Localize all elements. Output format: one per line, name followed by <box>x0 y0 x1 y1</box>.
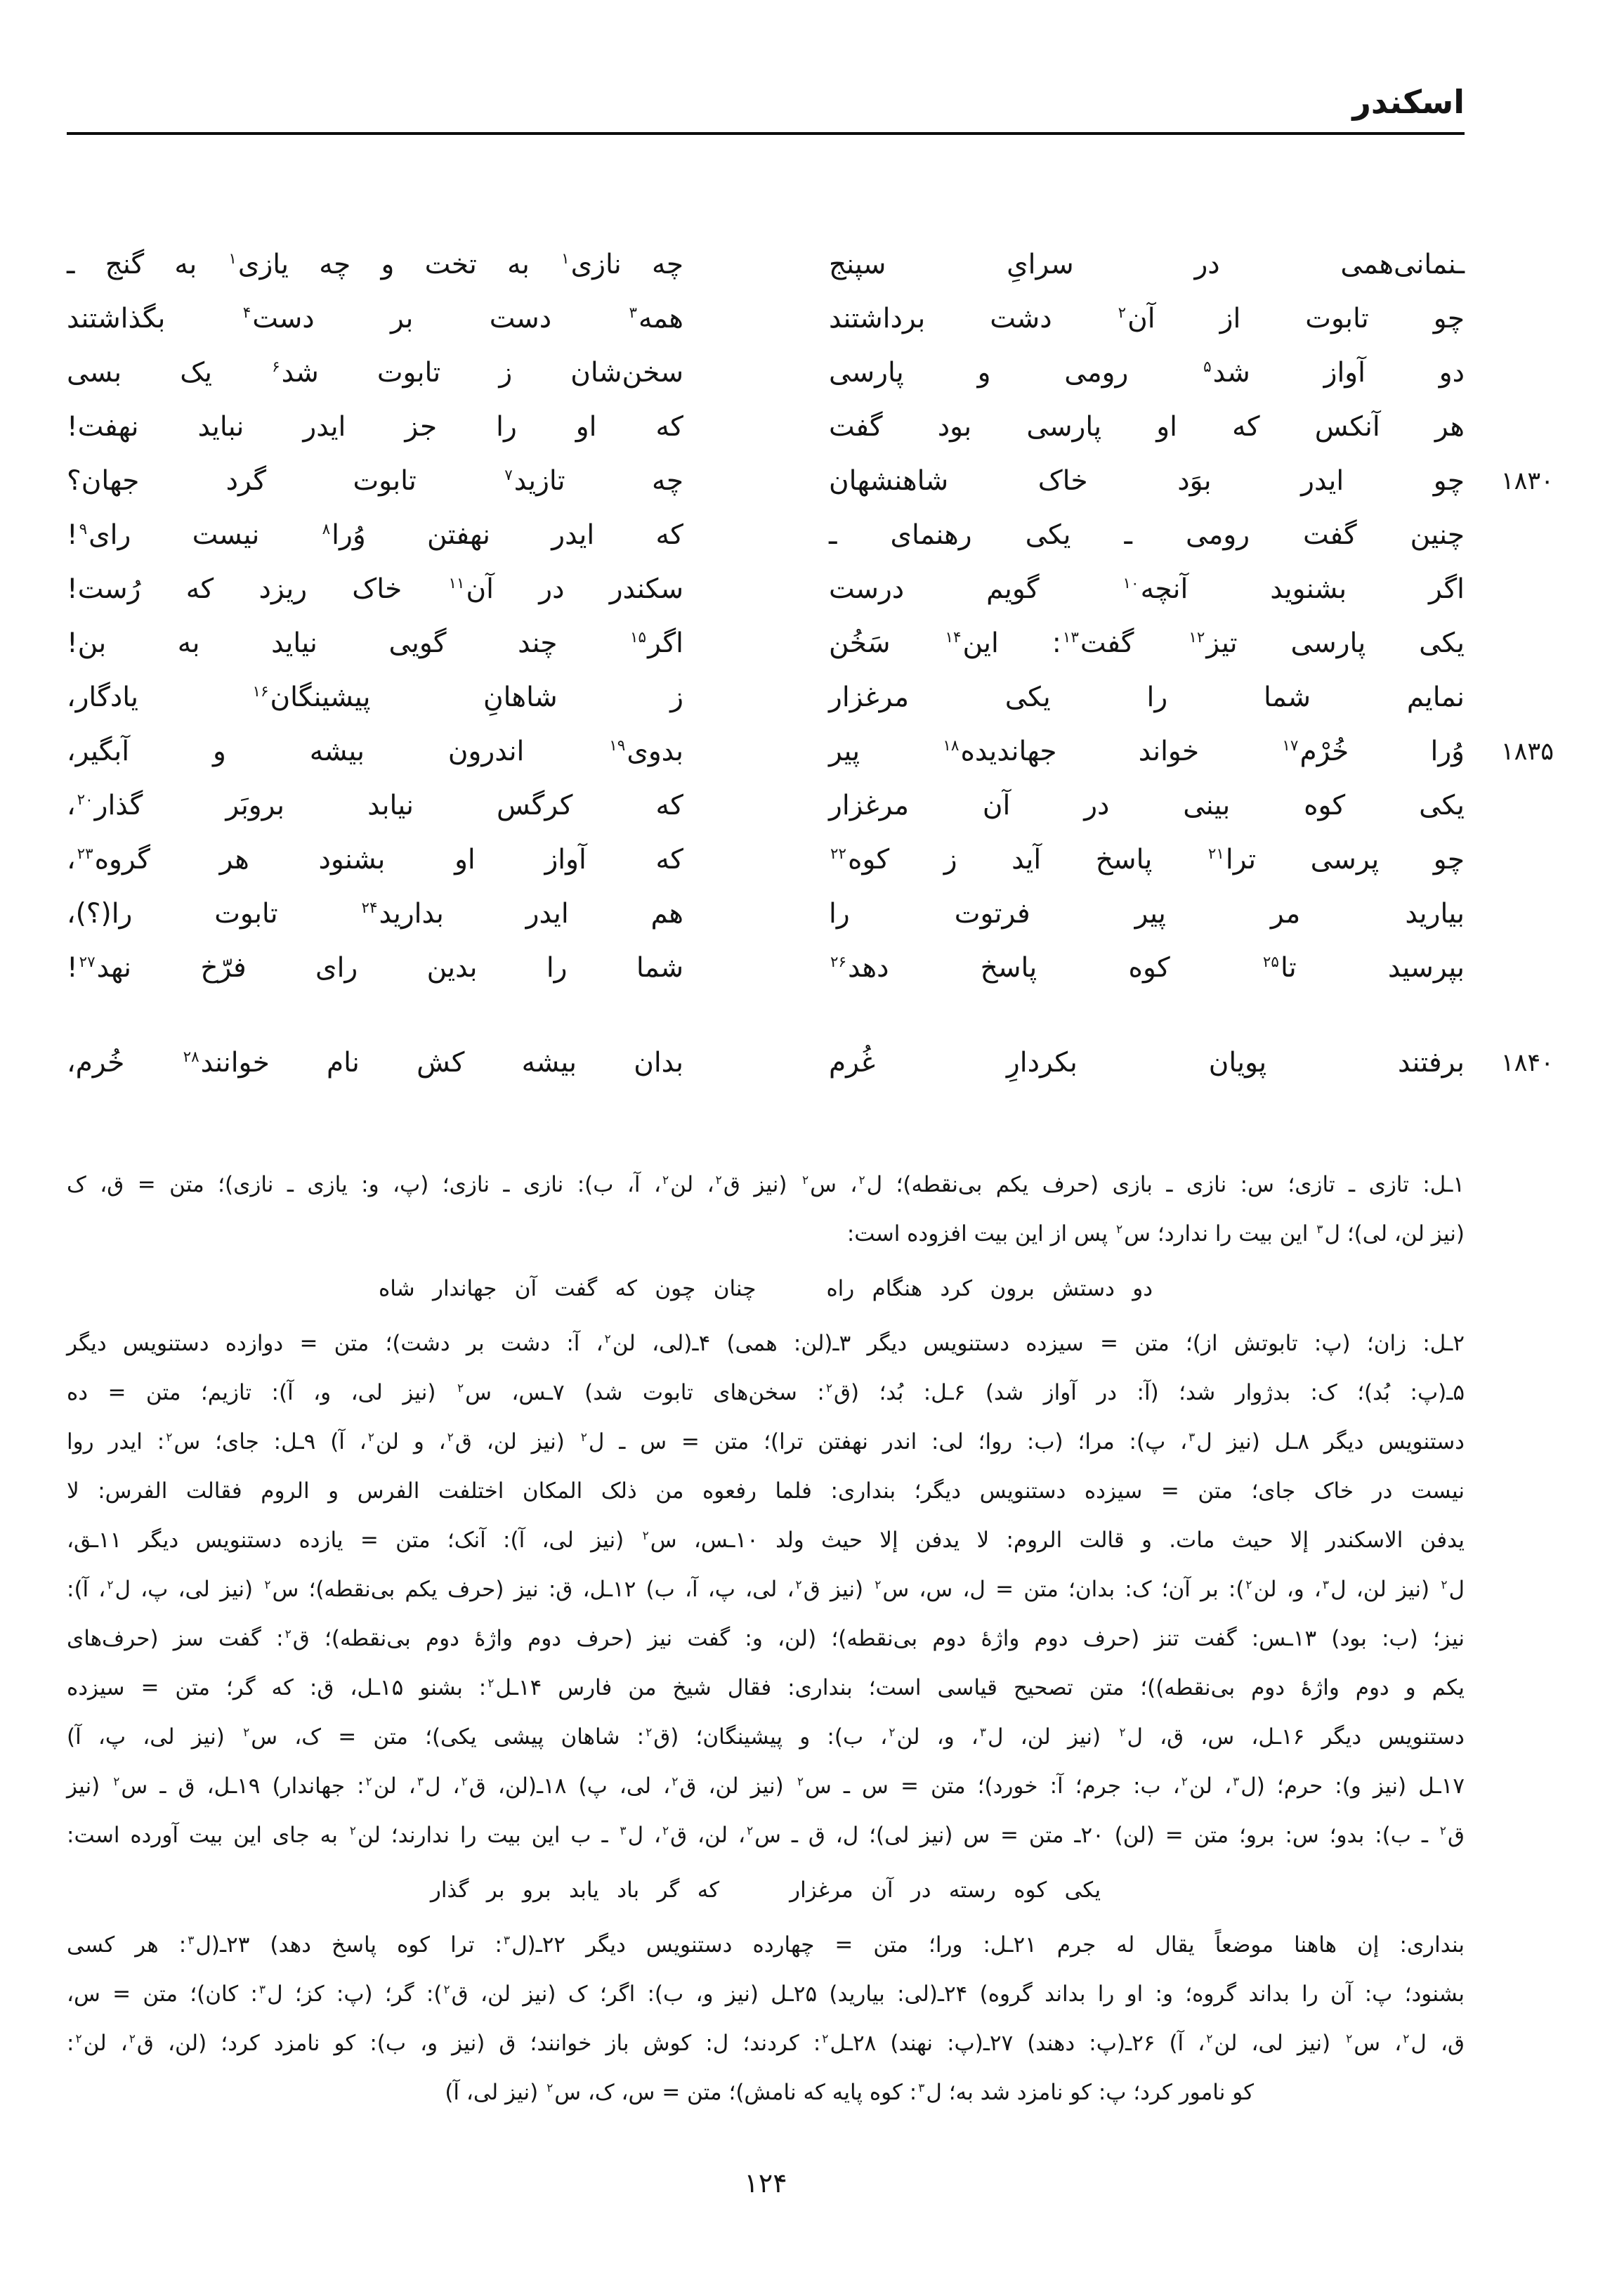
apparatus-line: یدفن الاسکندر إلا حیث مات. و قالت الروم: لا یدفن إلا حیث ولد ۱۰ـس، س$^۲$ (نیز لی، آ): آنک؛ متن = یازده دستنویس دیگر ۱۱ـق، <box>67 1528 1465 1553</box>
footnote-ref: ۲ <box>546 2081 554 2095</box>
footnote-ref: ۷ <box>504 467 513 484</box>
apparatus-line: ق، ل$^۲$، س$^۲$ (نیز لی، لن$^۲$، آ) ۲۶ـ(پ: دهند) ۲۷ـ(پ: نهند) ۲۸ـل$^۲$: کردند؛ ل: کوش باز خوانند؛ ق (نیز و، ب): کو نامزد کرد؛ (لن، ق$^۲$، لن$^۲$: <box>67 2031 1465 2056</box>
footnote-ref: ۳ <box>417 1774 424 1789</box>
footnote-ref: ۳ <box>918 2081 925 2095</box>
apparatus-line: دستنویس دیگر ۱۶ـل، س، ق، ل$^۲$ (نیز لن، ل$^۳$، و، لن$^۲$، ب): و پیشینگان؛ (ق$^۲$: شاهان پیشی یکی)؛ متن = ک، س$^۲$ (نیز لی، پ، آ) <box>67 1724 1465 1750</box>
verse-number: ۱۸۴۰ <box>1500 1048 1554 1077</box>
apparatus-line: یکم و دوم واژهٔ دوم بی‌نقطه))؛ متن تصحیح قیاسی است؛ بنداری: فقال شیخ من فارس ۱۴ـل$^۲$: بشنو ۱۵ـل، ق: که گر؛ متن = سیزده <box>67 1675 1465 1700</box>
hemistich-first: وُرا خُرْم$^{۱۷}$ خواند جهاندیده$^{۱۸}$ پیر <box>829 736 1465 767</box>
footnote-ref: ۲۸ <box>183 1048 199 1066</box>
footnote-ref: ۲ <box>822 2031 829 2046</box>
verse-row <box>67 346 1465 400</box>
footnote-ref: ۲ <box>801 1173 809 1187</box>
footnote-ref: ۱۸ <box>943 737 960 755</box>
footnote-ref: ۳ <box>188 1933 195 1948</box>
apparatus-line: نیز؛ (ب: بود) ۱۳ـس: گفت تنز (حرف دوم واژهٔ دوم بی‌نقطه)؛ (لن، و: گفت نیز (حرف دوم واژهٔ دوم بی‌نقطه)؛ ق$^۲$: گفت سز (حرف‌های <box>67 1626 1465 1651</box>
footnote-ref: ۲ <box>795 1577 802 1592</box>
footnote-ref: ۲ <box>858 1173 865 1187</box>
footnote-ref: ۲ <box>365 1774 372 1789</box>
footnote-ref: ۴ <box>242 304 251 322</box>
verse-row <box>67 508 1465 562</box>
verse-row <box>67 670 1465 724</box>
footnote-ref: ۲۶ <box>830 953 847 971</box>
hemistich-second: بدان بیشه کش نام خوانند$^{۲۸}$ خُرم، <box>67 1047 683 1079</box>
hemistich-second: چه نازی$^۱$ به تخت و چه یازی$^۱$ به گنج ـ <box>67 249 684 280</box>
apparatus-line: دستنویس دیگر ۸ـل (نیز ل$^۳$، پ): مرا؛ (ب: روا؛ لی: اندر نهفتن ترا)؛ متن = س ـ ل$^۲$ (نیز لن، ق$^۲$، و لن$^۲$، آ) ۹ـل: جای؛ س$^۲$: ایدر روا <box>67 1429 1465 1454</box>
hemistich-second: سخن‌شان ز تابوت شد$^۶$ یک بسی <box>67 357 683 389</box>
hemistich-second: که او را جز ایدر نباید نهفت! <box>67 411 683 443</box>
hemistich-first: اگر بشنوید آنچه$^{۱۰}$ گویم درست <box>829 573 1465 605</box>
text-column <box>67 0 1554 2199</box>
footnote-ref: ۳ <box>979 1725 987 1740</box>
footnote-ref: ۲۷ <box>79 953 96 971</box>
footnote-ref: ۲ <box>825 1381 832 1395</box>
hemistich-first: بیارید مر پیر فرتوت را <box>829 898 1465 930</box>
apparatus-line: ق$^۲$ ـ ب): بدو؛ س: برو؛ متن = (لن) ۲۰ـ متن = س (نیز لی)؛ ل، ق ـ س$^۲$، لن، ق$^۲$، ل$^۳$ ـ ب این بیت را ندارند؛ لن$^۲$ به جای این بیت آورده است: <box>67 1823 1465 1848</box>
verse-row <box>67 724 1554 779</box>
footnote-ref: ۲ <box>604 1331 611 1346</box>
footnote-ref: ۲ <box>715 1173 722 1187</box>
apparatus-line: بنداری: إن هاهنا موضعاً یقال له جرم ۲۱ـل: ورا؛ متن = چهارده دستنویس دیگر ۲۲ـ(ل$^۳$: ترا کوه پاسخ دهد) ۲۳ـ(ل$^۳$: هر کسی <box>67 1932 1465 1958</box>
apparatus-inserted-verse <box>67 1865 1465 1915</box>
footnote-ref: ۵ <box>1203 358 1212 376</box>
footnote-ref: ۲ <box>264 1577 271 1592</box>
footnote-ref: ۲ <box>1403 2031 1410 2046</box>
footnote-ref: ۱۹ <box>609 737 626 755</box>
footnote-ref: ۱۴ <box>945 629 962 646</box>
footnote-ref: ۲ <box>129 2031 136 2046</box>
hemistich-first: چو ایدر بوَد خاک شاهنشهان <box>829 465 1465 497</box>
inserted-hemistich-first: یکی کوه رسته در آن مرغزار <box>790 1877 1101 1903</box>
footnote-ref: ۲ <box>1116 1222 1123 1237</box>
footnote-ref: ۲ <box>1439 1823 1446 1838</box>
footnote-ref: ۲ <box>747 1823 754 1838</box>
inserted-hemistich-second: که گر باد یابد برو بر گذار <box>430 1877 720 1903</box>
footnote-ref: ۲ <box>284 1627 292 1641</box>
header-rule <box>67 132 1465 135</box>
hemistich-first: دو آواز شد$^۵$ رومی و پارسی <box>829 357 1465 389</box>
footnote-ref: ۲ <box>443 1982 450 1997</box>
footnote-ref: ۲۰ <box>77 791 93 809</box>
poem-section <box>67 237 1554 1090</box>
hemistich-second: ز شاهانِ پیشینگان$^{۱۶}$ یادگار، <box>67 682 684 713</box>
footnote-ref: ۳ <box>620 1823 627 1838</box>
apparatus-line: بشنود؛ پ: آن را بداند گروه؛ و: او را بداند گروه) ۲۴ـ(لی: بیارید) ۲۵ـل (نیز و، ب): اگر؛ ک (نیز لن، ق$^۲$): گر؛ (پ: کز؛ ل$^۳$: کان)؛ متن = س، <box>67 1981 1465 2007</box>
footnote-ref: ۲۵ <box>1262 953 1279 971</box>
verse-row <box>67 237 1465 292</box>
hemistich-second: که کرگس نیابد بروبَر گذار$^{۲۰}$، <box>67 790 683 821</box>
footnote-ref: ۲ <box>646 1725 653 1740</box>
footnote-ref: ۲ <box>367 1430 374 1445</box>
hemistich-first: نمایم شما را یکی مرغزار <box>829 682 1465 713</box>
apparatus-line: ۲ـل: زان؛ (پ: تابوتش از)؛ متن = سیزده دستنویس دیگر ۳ـ(لن: همی) ۴ـ(لی، لن$^۲$، آ: دشت بر دشت)؛ متن = دوازده دستنویس دیگر <box>67 1331 1465 1356</box>
verse-row <box>67 833 1465 887</box>
footnote-ref: ۲ <box>1346 2031 1353 2046</box>
footnote-ref: ۲ <box>113 1774 120 1789</box>
apparatus-inserted-verse <box>67 1264 1465 1313</box>
footnote-ref: ۲ <box>672 1774 679 1789</box>
footnote-ref: ۱۵ <box>630 629 647 646</box>
footnote-ref: ۲ <box>642 1528 649 1543</box>
footnote-ref: ۱ <box>228 250 237 268</box>
footnote-ref: ۱۶ <box>252 683 269 701</box>
apparatus-line: (نیز لن، لی)؛ ل$^۳$ این بیت را ندارد؛ س$^۲$ پس از این بیت افزوده است: <box>846 1221 1465 1246</box>
footnote-ref: ۲ <box>1245 1577 1252 1592</box>
footnote-ref: ۱۰ <box>1122 575 1139 592</box>
verse-row <box>67 400 1465 454</box>
footnote-ref: ۲ <box>457 1381 464 1395</box>
apparatus-line: ل$^۲$ (نیز لن، ل$^۳$، و، لن$^۲$): بر آن؛ ک: بدان؛ متن = ل، س، س$^۲$ (نیز ق$^۲$، لی، پ، آ، ب) ۱۲ـل، ق: نیز (حرف یکم بی‌نقطه)؛ س$^۲$ (نیز لی، پ، ل$^۲$، آ): <box>67 1577 1465 1602</box>
hemistich-first: یکی کوه بینی در آن مرغزار <box>829 790 1465 821</box>
running-head <box>67 0 1465 121</box>
footnote-ref: ۲۲ <box>830 845 847 863</box>
apparatus-line: ۵ـ(پ: بُد)؛ ک: بدژوار شد؛ (آ: در آواز شد) ۶ـل: بُد؛ (ق$^۲$: سخن‌های تابوت شد) ۷ـس، س$^۲$ (نیز لی، و، آ): تازیم؛ متن = ده <box>67 1380 1465 1405</box>
hemistich-first: برفتند پویان بکردارِ غُرم <box>829 1047 1465 1079</box>
footnote-ref: ۲۴ <box>361 899 378 917</box>
verse-row <box>67 887 1465 941</box>
hemistich-first: ـنمانی‌همی در سرایِ سپنج <box>829 249 1465 280</box>
hemistich-first: چو پرسی ترا$^{۲۱}$ پاسخ آید ز کوه$^{۲۲}$ <box>830 844 1465 875</box>
footnote-ref: ۲ <box>487 1676 495 1691</box>
footnote-ref: ۲ <box>797 1774 804 1789</box>
hemistich-first: چو تابوت از آن$^۲$ دشت برداشتند <box>829 303 1465 334</box>
hemistich-second: بدوی$^{۱۹}$ اندرون بیشه و آبگیر، <box>67 736 683 767</box>
hemistich-second: اگر$^{۱۵}$ چند گویی نیاید به بن! <box>67 627 683 659</box>
footnote-ref: ۲ <box>1181 1774 1188 1789</box>
footnote-ref: ۳ <box>258 1982 266 1997</box>
footnote-ref: ۳ <box>1316 1222 1323 1237</box>
footnote-ref: ۲ <box>166 1430 173 1445</box>
hemistich-first: بپرسید تا$^{۲۵}$ کوه پاسخ دهد$^{۲۶}$ <box>830 952 1465 984</box>
apparatus-line: ۱ـل: تازی ـ تازی؛ س: نازی ـ بازی (حرف یکم بی‌نقطه)؛ ل$^۲$، س$^۲$ (نیز ق$^۲$، لن$^۲$، آ، ب): نازی ـ نازی؛ (پ، و: یازی ـ نازی)؛ متن = ق، ک <box>67 1172 1465 1197</box>
hemistich-first: هر آنکس که او پارسی بود گفت <box>829 411 1465 443</box>
footnote-ref: ۳ <box>1188 1430 1196 1445</box>
verse-number: ۱۸۳۵ <box>1500 737 1554 766</box>
verse-row <box>67 616 1465 670</box>
hemistich-first: یکی پارسی تیز$^{۱۲}$ گفت$^{۱۳}$: این$^{۱۴}$ سَخُن <box>829 627 1465 659</box>
footnote-ref: ۲ <box>1441 1577 1448 1592</box>
footnote-ref: ۳ <box>503 1933 511 1948</box>
footnote-ref: ۱۷ <box>1282 737 1299 755</box>
footnote-ref: ۲ <box>447 1430 454 1445</box>
critical-apparatus-section <box>67 1160 1465 2117</box>
footnote-ref: ۲ <box>1206 2031 1213 2046</box>
verse-row <box>67 292 1465 346</box>
footnote-ref: ۱ <box>561 250 570 268</box>
inserted-hemistich-second: چنان چون که گفت آن جهاندار شاه <box>378 1276 757 1301</box>
hemistich-second: همه$^۳$ دست بر دست$^۴$ بگذاشتند <box>67 303 683 334</box>
apparatus-line: نیست در خاک جای؛ متن = سیزده دستنویس دیگر؛ بنداری: فلما رفعوه من ذلک المکان اختلفت الفرس و الروم فقالت الفرس: لا <box>67 1478 1465 1504</box>
footnote-ref: ۲ <box>75 2031 82 2046</box>
footnote-ref: ۲ <box>107 1577 114 1592</box>
page-number: ۱۲۴ <box>744 2168 787 2199</box>
verse-row <box>67 941 1465 995</box>
footnote-ref: ۱۲ <box>1188 629 1205 646</box>
hemistich-second: هم ایدر بدارید$^{۲۴}$ تابوت را(؟)، <box>67 898 683 930</box>
hemistich-second: سکندر در آن$^{۱۱}$ خاک ریزد که رُست! <box>67 573 683 605</box>
footnote-ref: ۸ <box>322 521 331 538</box>
footnote-ref: ۲۳ <box>77 845 93 863</box>
footnote-ref: ۲ <box>580 1430 587 1445</box>
apparatus-line: کو نامور کرد؛ پ: کو نامزد شد به؛ ل$^۳$: کوه پایه که نامش)؛ متن = س، ک، س$^۲$ (نیز لی، آ) <box>445 2080 1254 2105</box>
page-title: اسکندر <box>1352 83 1465 121</box>
footnote-ref: ۲ <box>1118 304 1127 322</box>
hemistich-second: چه تازید$^۷$ تابوت گرد جهان؟ <box>67 465 684 497</box>
hemistich-first: چنین گفت رومی ـ یکی رهنمای ـ <box>829 519 1465 551</box>
footnote-ref: ۲ <box>889 1725 896 1740</box>
apparatus-line: ۱۷ـل (نیز و): حرم؛ (ل$^۳$، لن$^۲$، ب: جرم؛ آ: خورد)؛ متن = س ـ س$^۲$ (نیز لن، ق$^۲$، لی، پ) ۱۸ـ(لن، ق$^۲$، ل$^۳$، لن$^۲$: جهاندار) ۱۹ـل، ق ـ س$^۲$ (نیز <box>67 1773 1465 1799</box>
hemistich-second: که آواز او بشنود هر گروه$^{۲۳}$، <box>67 844 683 875</box>
verse-row <box>67 562 1465 616</box>
footnote-ref: ۲ <box>1119 1725 1126 1740</box>
footnote-ref: ۲ <box>349 1823 356 1838</box>
footnote-ref: ۲ <box>461 1774 468 1789</box>
hemistich-second: شما را بدین رای فرّخ نهد$^{۲۷}$! <box>67 952 683 984</box>
footnote-ref: ۳ <box>1322 1577 1330 1592</box>
hemistich-second: که ایدر نهفتن وُرا$^۸$ نیست رای$^۹$! <box>67 519 683 551</box>
verse-number: ۱۸۳۰ <box>1500 467 1554 495</box>
footnote-ref: ۲ <box>875 1577 882 1592</box>
footnote-ref: ۲۱ <box>1207 845 1224 863</box>
footnote-ref: ۹ <box>79 521 88 538</box>
footnote-ref: ۱۳ <box>1062 629 1079 646</box>
footnote-ref: ۲ <box>662 1173 669 1187</box>
footnote-ref: ۳ <box>1233 1774 1240 1789</box>
footnote-ref: ۱۱ <box>448 575 465 592</box>
footnote-ref: ۲ <box>662 1823 669 1838</box>
verse-row <box>67 1036 1554 1090</box>
inserted-hemistich-first: دو دستش برون کرد هنگام راه <box>826 1276 1153 1301</box>
footnote-ref: ۳ <box>629 304 637 322</box>
verse-row <box>67 779 1465 833</box>
verse-row <box>67 454 1554 508</box>
footnote-ref: ۲ <box>243 1725 250 1740</box>
footnote-ref: ۶ <box>272 358 280 376</box>
